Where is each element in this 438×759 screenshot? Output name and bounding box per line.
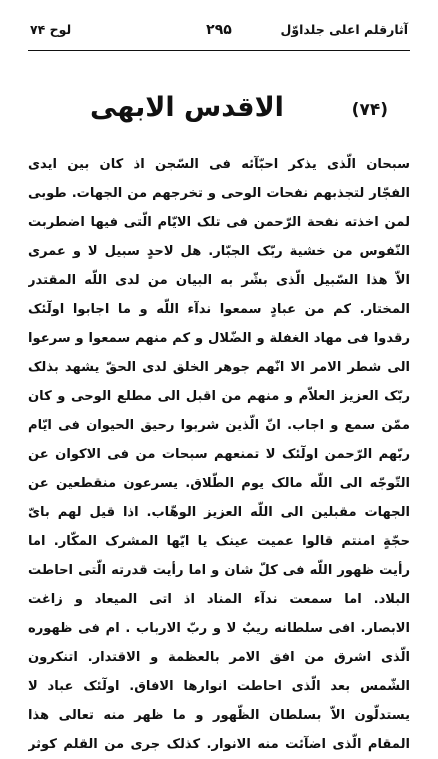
- text-line: ربّک العزیز العلاّم و منهم من اقبل الی مطلع الوحی و کان: [28, 389, 410, 404]
- text-line: ربّهم الرّحمن اولٓئک لا تمنعهم سبحات من فی الاکوان عن: [28, 447, 410, 462]
- text-line: الشّمس بعد الّذی احاطت انوارها الافاق. اولٓئک عباد لا: [28, 679, 410, 694]
- text-line: حجّةٍ امنتم قالوا عمیت عینک یا ایّها المشرک المکّار. اما: [28, 534, 410, 549]
- running-header: [30, 22, 408, 46]
- text-line: سبحان الّذی یذکر احبّآئه فی السّجن اذ کان بین ایدی: [28, 157, 410, 172]
- text-line: رقدوا فی مهاد الغفلة و الضّلال و کم منهم سمعوا و سرعوا: [28, 331, 410, 346]
- tablet-title: الاقدس الابهی: [90, 92, 284, 123]
- tablet-heading: [30, 92, 408, 132]
- text-line: رأیت ظهور اللّه فی کلّ شان و اما رأیت قدرته الّتی احاطت: [28, 563, 410, 578]
- tablet-reference: لوح ۷۴: [30, 22, 72, 37]
- tablet-number: (۷۴): [351, 100, 388, 120]
- text-line: الفجّار لتجذبهم نفحات الوحی و تخرجهم من الجهات. طوبی: [28, 186, 410, 201]
- book-title: آثارقلم اعلی جلداوّل: [280, 22, 408, 37]
- text-line: النّفوس من خشیة ربّک الجبّار. هل لاحدٍ سبیل لا و عمری: [28, 244, 410, 259]
- text-line: الجهات مقبلین الی اللّه العزیز الوهّاب. اذا قیل لهم بایّ: [28, 505, 410, 520]
- text-line: البلاد. اما سمعت ندآء المناد اذ اتی المیعاد و زاغت: [28, 592, 410, 607]
- text-line: الی شطر الامر الا انّهم جوهر الخلق لدی الحقّ یشهد بذلک: [28, 360, 410, 375]
- page-number: ۲۹۵: [206, 22, 232, 38]
- text-line: لمن اخذته نفحة الرّحمن فی تلک الایّام الّتی فیها اضطربت: [28, 215, 410, 230]
- text-line: المختار. کم من عبادٍ سمعوا ندآء اللّه و ما اجابوا اولٓئک: [28, 302, 410, 317]
- text-line: الابصار. افی سلطانه ریبٌ لا و ربّ الارباب . ام فی ظهوره: [28, 621, 410, 636]
- text-line: ممّن سمع و اجاب. انّ الّذین شربوا رحیق الحیوان فی ایّام: [28, 418, 410, 433]
- text-line: التّوجّه الی اللّه مالک یوم الطّلاق. یسرعون منقطعین عن: [28, 476, 410, 491]
- text-line: الاّ هذا السّبیل الّذی بشّر به البیان من لدی اللّه المقتدر: [28, 273, 410, 288]
- body-text: [28, 150, 410, 759]
- header-divider: [28, 50, 410, 51]
- text-line: الّذی اشرق من افق الامر بالعظمة و الاقتدار. اتنکرون: [28, 650, 410, 665]
- text-line: المقام الّذی اضآئت منه الانوار. کذلک جری من القلم کوثر: [28, 737, 410, 752]
- text-line: یستدلّون الاّ بسلطان الظّهور و ما ظهر منه تعالی هذا: [28, 708, 410, 723]
